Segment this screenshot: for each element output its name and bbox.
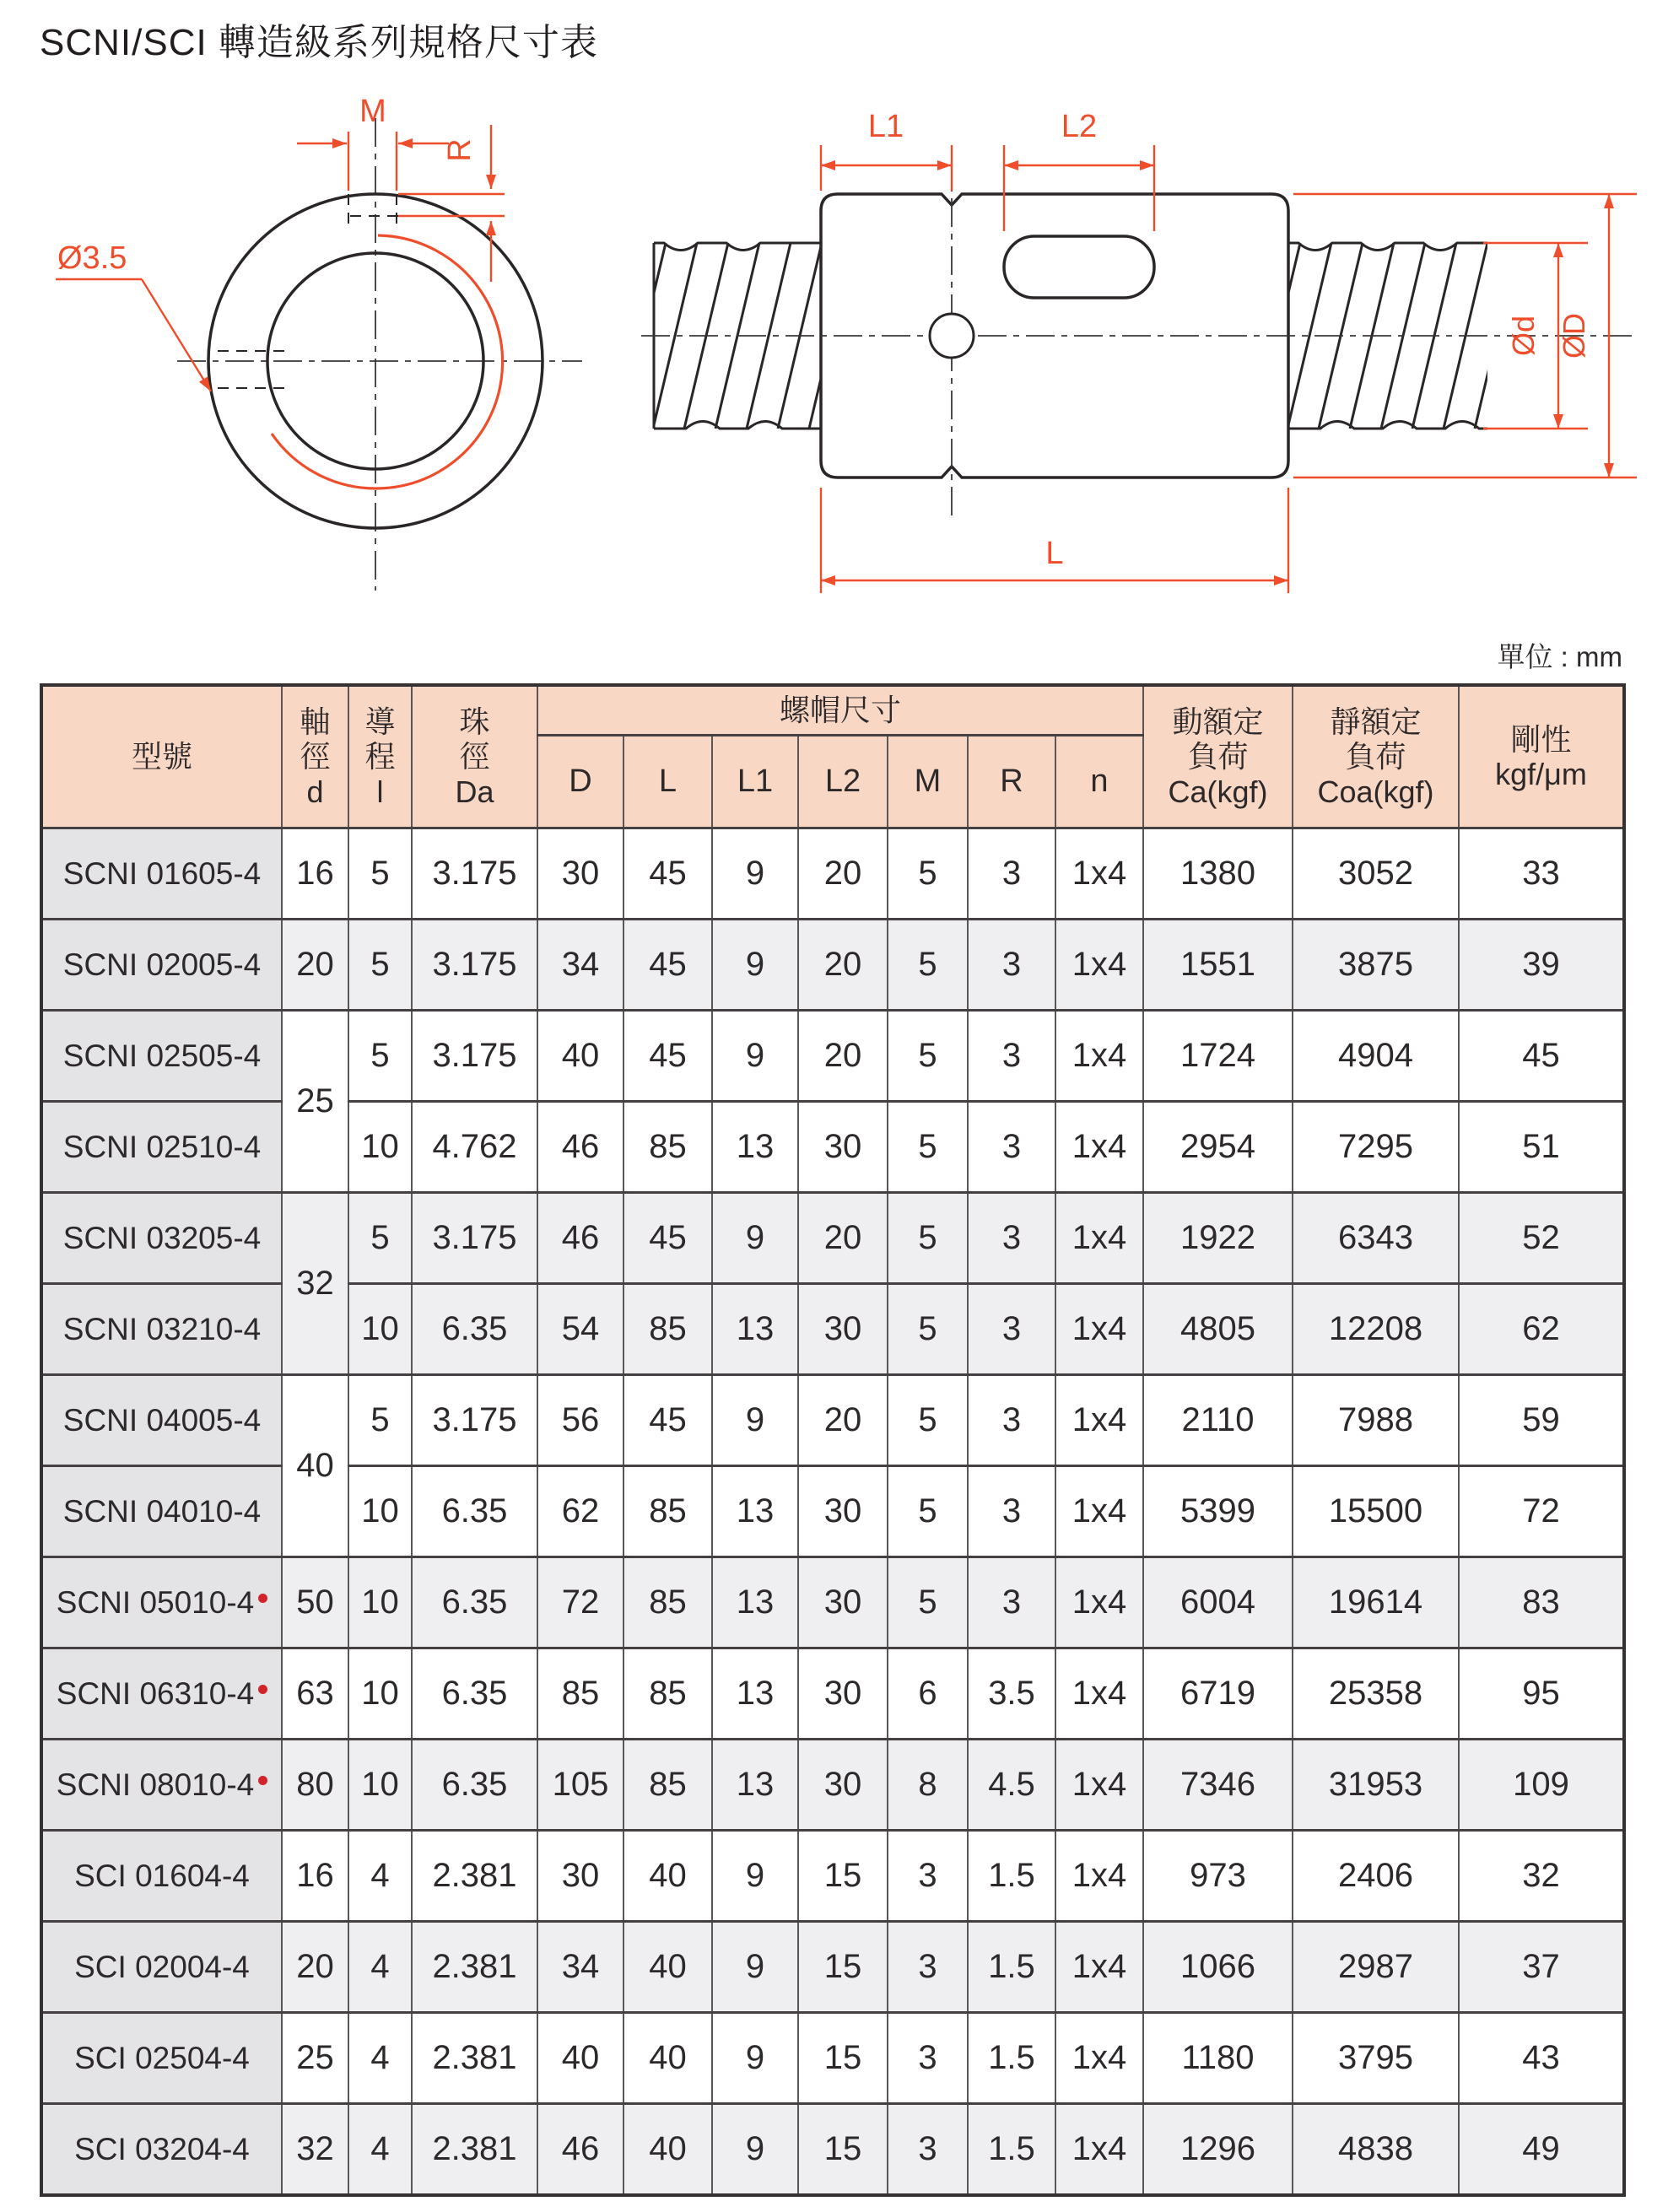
model-cell: SCNI 01605-4 xyxy=(41,828,282,920)
coa-cell: 19614 xyxy=(1293,1557,1459,1648)
L2-cell: 30 xyxy=(798,1102,888,1193)
ball-dia-cell: 6.35 xyxy=(412,1284,537,1375)
coa-cell: 2987 xyxy=(1293,1922,1459,2013)
hidden-line-oil-hole xyxy=(218,351,287,388)
model-cell: SCNI 08010-4 xyxy=(41,1740,282,1831)
L2-cell: 30 xyxy=(798,1648,888,1740)
R-cell: 3 xyxy=(968,920,1055,1011)
lead-cell: 5 xyxy=(348,828,412,920)
dim-M xyxy=(297,132,449,191)
coa-cell: 3875 xyxy=(1293,920,1459,1011)
D-cell: 54 xyxy=(537,1284,623,1375)
ca-cell: 1922 xyxy=(1143,1193,1293,1284)
L-cell: 85 xyxy=(623,1648,712,1740)
shaft-dia-cell: 63 xyxy=(282,1648,348,1740)
L-cell: 85 xyxy=(623,1284,712,1375)
M-cell: 5 xyxy=(888,1011,968,1102)
page-title: SCNI/SCI 轉造級系列規格尺寸表 xyxy=(40,22,598,63)
L-cell: 85 xyxy=(623,1102,712,1193)
rigidity-cell: 37 xyxy=(1459,1922,1624,2013)
lead-cell: 4 xyxy=(348,2013,412,2104)
ball-dia-cell: 3.175 xyxy=(412,1193,537,1284)
coa-cell: 31953 xyxy=(1293,1740,1459,1831)
R-cell: 3 xyxy=(968,1102,1055,1193)
shaft-dia-cell: 16 xyxy=(282,828,348,920)
D-cell: 30 xyxy=(537,828,623,920)
ball-track-arc xyxy=(272,235,503,488)
L-cell: 40 xyxy=(623,2013,712,2104)
shaft-dia-cell: 80 xyxy=(282,1740,348,1831)
D-cell: 46 xyxy=(537,1193,623,1284)
footnote-dot xyxy=(258,1776,267,1785)
n-cell: 1x4 xyxy=(1055,1648,1143,1740)
lead-cell: 10 xyxy=(348,1284,412,1375)
coa-cell: 3795 xyxy=(1293,2013,1459,2104)
ca-cell: 973 xyxy=(1143,1831,1293,1922)
coa-cell: 15500 xyxy=(1293,1466,1459,1557)
M-cell: 3 xyxy=(888,1922,968,2013)
M-cell: 5 xyxy=(888,828,968,920)
ball-dia-cell: 3.175 xyxy=(412,828,537,920)
L2-cell: 15 xyxy=(798,2013,888,2104)
L1-cell: 13 xyxy=(712,1557,798,1648)
lead-cell: 5 xyxy=(348,920,412,1011)
model-cell: SCNI 03210-4 xyxy=(41,1284,282,1375)
header-dynamic-load: 動額定 負荷 Ca(kgf) xyxy=(1143,685,1293,828)
R-cell: 1.5 xyxy=(968,2104,1055,2196)
coa-cell: 4838 xyxy=(1293,2104,1459,2196)
n-cell: 1x4 xyxy=(1055,2013,1143,2104)
table-row xyxy=(41,1193,1624,1284)
M-cell: 5 xyxy=(888,1102,968,1193)
coa-cell: 4904 xyxy=(1293,1011,1459,1102)
coa-cell: 25358 xyxy=(1293,1648,1459,1740)
dim-label-L2: L2 xyxy=(1061,109,1098,144)
table-row xyxy=(41,1557,1624,1648)
ca-cell: 6719 xyxy=(1143,1648,1293,1740)
ball-dia-cell: 2.381 xyxy=(412,2104,537,2196)
ca-cell: 1380 xyxy=(1143,828,1293,920)
L1-cell: 9 xyxy=(712,1011,798,1102)
M-cell: 5 xyxy=(888,1375,968,1466)
dim-label-hole-dia: Ø3.5 xyxy=(57,240,127,276)
dim-label-M: M xyxy=(359,94,386,129)
table-row xyxy=(41,1102,1624,1193)
n-cell: 1x4 xyxy=(1055,1557,1143,1648)
technical-drawing xyxy=(0,66,1668,635)
D-cell: 56 xyxy=(537,1375,623,1466)
L2-cell: 30 xyxy=(798,1466,888,1557)
rigidity-cell: 49 xyxy=(1459,2104,1624,2196)
table-row xyxy=(41,920,1624,1011)
M-cell: 5 xyxy=(888,1193,968,1284)
n-cell: 1x4 xyxy=(1055,1375,1143,1466)
model-cell: SCI 02504-4 xyxy=(41,2013,282,2104)
ca-cell: 6004 xyxy=(1143,1557,1293,1648)
model-cell: SCNI 05010-4 xyxy=(41,1557,282,1648)
L1-cell: 9 xyxy=(712,920,798,1011)
oil-hole xyxy=(930,314,974,358)
M-cell: 3 xyxy=(888,1831,968,1922)
ball-dia-cell: 3.175 xyxy=(412,1011,537,1102)
shaft-dia-cell: 50 xyxy=(282,1557,348,1648)
L-cell: 85 xyxy=(623,1557,712,1648)
ball-dia-cell: 6.35 xyxy=(412,1648,537,1740)
ca-cell: 1296 xyxy=(1143,2104,1293,2196)
footnote-dot xyxy=(258,1685,267,1694)
table-row xyxy=(41,1011,1624,1102)
lead-cell: 5 xyxy=(348,1375,412,1466)
n-cell: 1x4 xyxy=(1055,2104,1143,2196)
lead-cell: 4 xyxy=(348,1922,412,2013)
M-cell: 8 xyxy=(888,1740,968,1831)
R-cell: 3 xyxy=(968,1284,1055,1375)
D-cell: 46 xyxy=(537,2104,623,2196)
shaft-dia-cell: 16 xyxy=(282,1831,348,1922)
table-row xyxy=(41,828,1624,920)
L2-cell: 15 xyxy=(798,1831,888,1922)
R-cell: 1.5 xyxy=(968,1922,1055,2013)
ball-dia-cell: 6.35 xyxy=(412,1466,537,1557)
n-cell: 1x4 xyxy=(1055,920,1143,1011)
model-cell: SCNI 03205-4 xyxy=(41,1193,282,1284)
rigidity-cell: 52 xyxy=(1459,1193,1624,1284)
L2-cell: 20 xyxy=(798,1193,888,1284)
dim-L1 xyxy=(821,145,952,191)
L-cell: 85 xyxy=(623,1466,712,1557)
front-view xyxy=(56,94,582,591)
coa-cell: 7988 xyxy=(1293,1375,1459,1466)
ball-dia-cell: 4.762 xyxy=(412,1102,537,1193)
L-cell: 45 xyxy=(623,1375,712,1466)
L2-cell: 30 xyxy=(798,1557,888,1648)
ball-dia-cell: 2.381 xyxy=(412,1922,537,2013)
ball-dia-cell: 2.381 xyxy=(412,1831,537,1922)
ball-dia-cell: 6.35 xyxy=(412,1557,537,1648)
ca-cell: 1180 xyxy=(1143,2013,1293,2104)
rigidity-cell: 109 xyxy=(1459,1740,1624,1831)
M-cell: 6 xyxy=(888,1648,968,1740)
D-cell: 105 xyxy=(537,1740,623,1831)
lead-cell: 10 xyxy=(348,1102,412,1193)
dim-label-outer-dia: ØD xyxy=(1557,313,1591,359)
n-cell: 1x4 xyxy=(1055,1831,1143,1922)
header-lead: 導 程 l xyxy=(348,685,412,828)
header-R: R xyxy=(968,736,1055,828)
L1-cell: 9 xyxy=(712,828,798,920)
R-cell: 3.5 xyxy=(968,1648,1055,1740)
ca-cell: 2110 xyxy=(1143,1375,1293,1466)
R-cell: 3 xyxy=(968,1193,1055,1284)
L2-cell: 15 xyxy=(798,2104,888,2196)
R-cell: 3 xyxy=(968,1011,1055,1102)
ca-cell: 7346 xyxy=(1143,1740,1293,1831)
R-cell: 1.5 xyxy=(968,2013,1055,2104)
model-cell: SCNI 02510-4 xyxy=(41,1102,282,1193)
D-cell: 85 xyxy=(537,1648,623,1740)
shaft-dia-cell: 20 xyxy=(282,1922,348,2013)
coa-cell: 6343 xyxy=(1293,1193,1459,1284)
L1-cell: 9 xyxy=(712,1922,798,2013)
n-cell: 1x4 xyxy=(1055,1922,1143,2013)
L-cell: 45 xyxy=(623,1193,712,1284)
L2-cell: 20 xyxy=(798,1011,888,1102)
L2-cell: 15 xyxy=(798,1922,888,2013)
lead-cell: 4 xyxy=(348,2104,412,2196)
dim-label-R: R xyxy=(442,138,478,162)
D-cell: 34 xyxy=(537,1922,623,2013)
n-cell: 1x4 xyxy=(1055,1284,1143,1375)
model-cell: SCNI 02005-4 xyxy=(41,920,282,1011)
rigidity-cell: 59 xyxy=(1459,1375,1624,1466)
shaft-dia-cell: 40 xyxy=(282,1375,348,1557)
lead-cell: 10 xyxy=(348,1740,412,1831)
D-cell: 34 xyxy=(537,920,623,1011)
dim-label-L1: L1 xyxy=(867,109,904,144)
spec-table xyxy=(40,683,1626,2197)
header-shaft-dia: 軸 徑 d xyxy=(282,685,348,828)
L2-cell: 20 xyxy=(798,828,888,920)
M-cell: 5 xyxy=(888,1284,968,1375)
D-cell: 40 xyxy=(537,1011,623,1102)
model-cell: SCNI 04010-4 xyxy=(41,1466,282,1557)
n-cell: 1x4 xyxy=(1055,1011,1143,1102)
coa-cell: 7295 xyxy=(1293,1102,1459,1193)
dim-label-shaft-dia: Ød xyxy=(1506,315,1541,357)
ball-dia-cell: 3.175 xyxy=(412,1375,537,1466)
header-rigidity: 剛性 kgf/μm xyxy=(1459,685,1624,828)
M-cell: 5 xyxy=(888,1466,968,1557)
hidden-line-slot xyxy=(348,194,397,224)
R-cell: 3 xyxy=(968,1466,1055,1557)
L1-cell: 9 xyxy=(712,1193,798,1284)
R-cell: 3 xyxy=(968,828,1055,920)
M-cell: 5 xyxy=(888,920,968,1011)
L1-cell: 13 xyxy=(712,1740,798,1831)
L2-cell: 30 xyxy=(798,1740,888,1831)
coa-cell: 12208 xyxy=(1293,1284,1459,1375)
header-nut-group: 螺帽尺寸 xyxy=(537,685,1143,736)
M-cell: 3 xyxy=(888,2104,968,2196)
D-cell: 30 xyxy=(537,1831,623,1922)
L1-cell: 13 xyxy=(712,1466,798,1557)
shaft-dia-cell: 32 xyxy=(282,1193,348,1375)
header-ball-dia: 珠 徑 Da xyxy=(412,685,537,828)
L2-cell: 20 xyxy=(798,1375,888,1466)
rigidity-cell: 83 xyxy=(1459,1557,1624,1648)
D-cell: 40 xyxy=(537,2013,623,2104)
shaft-dia-cell: 20 xyxy=(282,920,348,1011)
L1-cell: 13 xyxy=(712,1284,798,1375)
L1-cell: 9 xyxy=(712,2013,798,2104)
header-L1: L1 xyxy=(712,736,798,828)
n-cell: 1x4 xyxy=(1055,1102,1143,1193)
table-row xyxy=(41,1466,1624,1557)
rigidity-cell: 43 xyxy=(1459,2013,1624,2104)
R-cell: 3 xyxy=(968,1375,1055,1466)
coa-cell: 2406 xyxy=(1293,1831,1459,1922)
coa-cell: 3052 xyxy=(1293,828,1459,920)
L2-cell: 30 xyxy=(798,1284,888,1375)
table-row xyxy=(41,1740,1624,1831)
n-cell: 1x4 xyxy=(1055,828,1143,920)
lead-cell: 10 xyxy=(348,1648,412,1740)
table-row xyxy=(41,1648,1624,1740)
header-static-load: 靜額定 負荷 Coa(kgf) xyxy=(1293,685,1459,828)
L-cell: 40 xyxy=(623,2104,712,2196)
L-cell: 45 xyxy=(623,1011,712,1102)
header-D: D xyxy=(537,736,623,828)
ball-dia-cell: 6.35 xyxy=(412,1740,537,1831)
L1-cell: 13 xyxy=(712,1648,798,1740)
L1-cell: 9 xyxy=(712,1831,798,1922)
ca-cell: 2954 xyxy=(1143,1102,1293,1193)
shaft-dia-cell: 25 xyxy=(282,1011,348,1193)
L1-cell: 9 xyxy=(712,1375,798,1466)
header-L2: L2 xyxy=(798,736,888,828)
leader-hole-dia xyxy=(56,279,211,391)
shaft-dia-cell: 25 xyxy=(282,2013,348,2104)
table-row xyxy=(41,1375,1624,1466)
lead-cell: 4 xyxy=(348,1831,412,1922)
side-view xyxy=(622,109,1637,593)
M-cell: 3 xyxy=(888,2013,968,2104)
rigidity-cell: 32 xyxy=(1459,1831,1624,1922)
L-cell: 45 xyxy=(623,828,712,920)
table-row xyxy=(41,2013,1624,2104)
n-cell: 1x4 xyxy=(1055,1466,1143,1557)
model-cell: SCI 03204-4 xyxy=(41,2104,282,2196)
n-cell: 1x4 xyxy=(1055,1193,1143,1284)
rigidity-cell: 72 xyxy=(1459,1466,1624,1557)
model-cell: SCNI 06310-4 xyxy=(41,1648,282,1740)
table-row xyxy=(41,1284,1624,1375)
model-cell: SCI 02004-4 xyxy=(41,1922,282,2013)
R-cell: 4.5 xyxy=(968,1740,1055,1831)
rigidity-cell: 45 xyxy=(1459,1011,1624,1102)
footnote-dot xyxy=(258,1594,267,1603)
n-cell: 1x4 xyxy=(1055,1740,1143,1831)
D-cell: 72 xyxy=(537,1557,623,1648)
rigidity-cell: 62 xyxy=(1459,1284,1624,1375)
header-M: M xyxy=(888,736,968,828)
ballscrew-drawing-svg xyxy=(0,66,1668,635)
nut-slot xyxy=(1004,236,1154,298)
ca-cell: 1551 xyxy=(1143,920,1293,1011)
L-cell: 85 xyxy=(623,1740,712,1831)
rigidity-cell: 95 xyxy=(1459,1648,1624,1740)
model-cell: SCI 01604-4 xyxy=(41,1831,282,1922)
table-row xyxy=(41,2104,1624,2196)
header-model: 型號 xyxy=(41,685,282,828)
L2-cell: 20 xyxy=(798,920,888,1011)
rigidity-cell: 39 xyxy=(1459,920,1624,1011)
L1-cell: 9 xyxy=(712,2104,798,2196)
lead-cell: 10 xyxy=(348,1557,412,1648)
lead-cell: 10 xyxy=(348,1466,412,1557)
L1-cell: 13 xyxy=(712,1102,798,1193)
L-cell: 45 xyxy=(623,920,712,1011)
L-cell: 40 xyxy=(623,1831,712,1922)
D-cell: 46 xyxy=(537,1102,623,1193)
lead-cell: 5 xyxy=(348,1193,412,1284)
dim-label-L: L xyxy=(1045,536,1064,571)
ball-dia-cell: 3.175 xyxy=(412,920,537,1011)
table-row xyxy=(41,1922,1624,2013)
D-cell: 62 xyxy=(537,1466,623,1557)
header-L: L xyxy=(623,736,712,828)
unit-label: 單位 : mm xyxy=(1497,641,1622,672)
L-cell: 40 xyxy=(623,1922,712,2013)
ca-cell: 1724 xyxy=(1143,1011,1293,1102)
R-cell: 1.5 xyxy=(968,1831,1055,1922)
rigidity-cell: 51 xyxy=(1459,1102,1624,1193)
ca-cell: 1066 xyxy=(1143,1922,1293,2013)
ca-cell: 4805 xyxy=(1143,1284,1293,1375)
model-cell: SCNI 04005-4 xyxy=(41,1375,282,1466)
table-row xyxy=(41,1831,1624,1922)
ball-dia-cell: 2.381 xyxy=(412,2013,537,2104)
rigidity-cell: 33 xyxy=(1459,828,1624,920)
shaft-dia-cell: 32 xyxy=(282,2104,348,2196)
R-cell: 3 xyxy=(968,1557,1055,1648)
header-n: n xyxy=(1055,736,1143,828)
M-cell: 5 xyxy=(888,1557,968,1648)
model-cell: SCNI 02505-4 xyxy=(41,1011,282,1102)
lead-cell: 5 xyxy=(348,1011,412,1102)
ca-cell: 5399 xyxy=(1143,1466,1293,1557)
